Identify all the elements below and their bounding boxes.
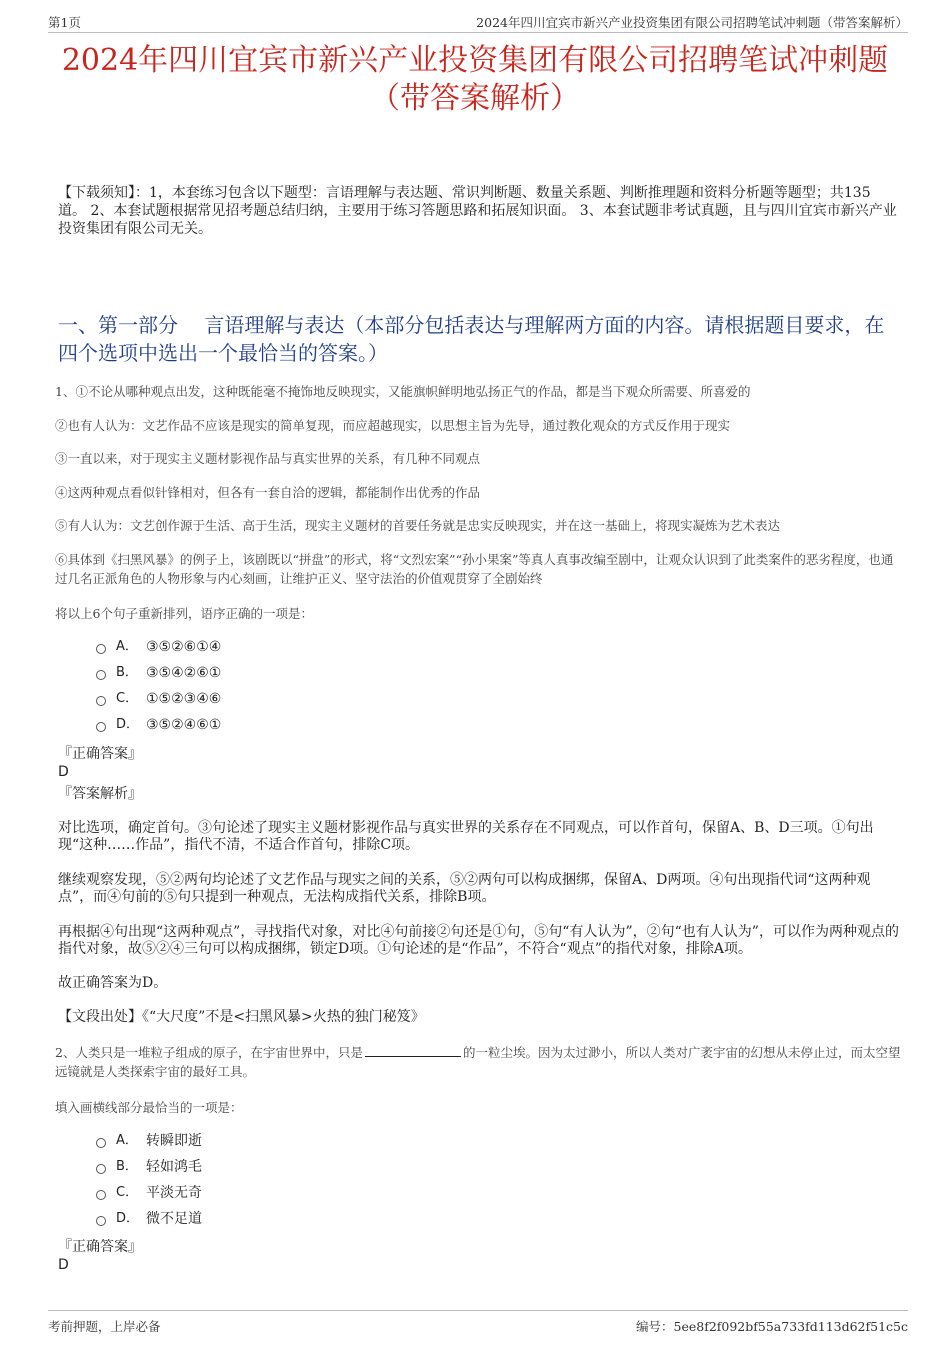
radio-icon[interactable]: [96, 1138, 106, 1148]
radio-icon[interactable]: [96, 722, 106, 732]
q1-option-d[interactable]: D． ③⑤②④⑥①: [96, 712, 221, 738]
answer-value: D: [58, 1257, 69, 1273]
answer-label: 『正确答案』: [58, 1239, 142, 1255]
radio-icon[interactable]: [96, 696, 106, 706]
q1-options: [96, 634, 221, 738]
page-header: [48, 10, 908, 33]
page-number: 第1页: [48, 15, 81, 30]
passage-source: 【文段出处】《“大尺度”不是<扫黑风暴>火热的独门秘笈》: [58, 1009, 425, 1025]
q1-option-b[interactable]: B． ③⑤④②⑥①: [96, 660, 221, 686]
answer-label: 『正确答案』: [58, 746, 142, 762]
q2-prompt: 填入画横线部分最恰当的一项是：: [55, 1100, 243, 1115]
q2-answer-block: [58, 1238, 900, 1274]
q2-option-b[interactable]: B． 轻如鸿毛: [96, 1154, 202, 1180]
q1-answer-block: [58, 745, 900, 803]
fill-blank: [365, 1044, 461, 1057]
analysis-paragraph-4: 故正确答案为D。: [58, 975, 168, 991]
footer-slogan: 考前押题，上岸必备: [48, 1319, 161, 1334]
title-line-1: 2024年四川宜宾市新兴产业投资集团有限公司招聘笔试冲刺题: [61, 43, 889, 78]
q1-prompt: 将以上6个句子重新排列，语序正确的一项是：: [55, 606, 313, 621]
section-heading: 一、第一部分 言语理解与表达（本部分包括表达与理解两方面的内容。请根据题目要求，在四个选项中选出一个最恰当的答案。）: [58, 313, 885, 365]
radio-icon[interactable]: [96, 670, 106, 680]
radio-icon[interactable]: [96, 1216, 106, 1226]
footer-doc-id: 编号：5ee8f2f092bf55a733fd113d62f51c5c: [636, 1319, 908, 1334]
page-footer: [48, 1310, 908, 1333]
analysis-paragraph-1: 对比选项，确定首句。③句论述了现实主义题材影视作品与真实世界的关系存在不同观点，可以作首句，保留A、B、D三项。①句出现“这种……作品”，指代不清，不适合作首句，排除C项。: [58, 820, 874, 853]
title-line-2: （带答案解析）: [370, 81, 580, 116]
q1-option-c[interactable]: C． ①⑤②③④⑥: [96, 686, 221, 712]
q2-stem: 2、人类只是一堆粒子组成的原子，在宇宙世界中，只是 的一粒尘埃。因为太过渺小，所以人类对广袤宇宙的幻想从未停止过，而太空望远镜就是人类探索宇宙的最好工具。: [55, 1045, 901, 1079]
radio-icon[interactable]: [96, 1164, 106, 1174]
radio-icon[interactable]: [96, 644, 106, 654]
analysis-label: 『答案解析』: [58, 786, 142, 802]
radio-icon[interactable]: [96, 1190, 106, 1200]
analysis-paragraph-2: 继续观察发现，⑤②两句均论述了文艺作品与现实之间的关系，⑤②两句可以构成捆绑，保留A、D两项。④句出现指代词“这两种观点”，而④句前的⑤句只提到一种观点，无法构成指代关系，排除B项。: [58, 872, 871, 905]
q1-option-a[interactable]: A． ③⑤②⑥①④: [96, 634, 221, 660]
q1-sentence-1: 1、①不论从哪种观点出发，这种既能毫不掩饰地反映现实，又能旗帜鲜明地弘扬正气的作品，都是当下观众所需要、所喜爱的: [55, 384, 751, 399]
header-doc-title: 2024年四川宜宾市新兴产业投资集团有限公司招聘笔试冲刺题（带答案解析）: [476, 15, 908, 30]
q1-sentence-4: ④这两种观点看似针锋相对，但各有一套自洽的逻辑，都能制作出优秀的作品: [55, 485, 481, 500]
q2-option-c[interactable]: C． 平淡无奇: [96, 1180, 202, 1206]
q1-sentence-5: ⑤有人认为：文艺创作源于生活、高于生活，现实主义题材的首要任务就是忠实反映现实，并在这一基础上，将现实凝炼为艺术表达: [55, 518, 781, 533]
q1-sentence-3: ③一直以来，对于现实主义题材影视作品与真实世界的关系，有几种不同观点: [55, 451, 481, 466]
q1-sentence-2: ②也有人认为：文艺作品不应该是现实的简单复现，而应超越现实，以思想主旨为先导，通过教化观众的方式反作用于现实: [55, 418, 731, 433]
page-title: [30, 42, 920, 118]
q2-option-d[interactable]: D． 微不足道: [96, 1206, 202, 1232]
q2-option-a[interactable]: A． 转瞬即逝: [96, 1128, 202, 1154]
answer-value: D: [58, 764, 69, 780]
q1-sentence-6: ⑥具体到《扫黑风暴》的例子上，该剧既以“拼盘”的形式，将“文烈宏案”“孙小果案”等真人真事改编至剧中，让观众认识到了此类案件的恶劣程度，也通过几名正派角色的人物形象与内心刻画，让维护正义、坚守法治的价值观贯穿了全剧始终: [55, 552, 894, 586]
analysis-paragraph-3: 再根据④句出现“这两种观点”，寻找指代对象，对比④句前接②句还是①句，⑤句“有人认为”，②句“也有人认为”，可以作为两种观点的指代对象，故⑤②④三句可以构成捆绑，锁定D项。①句论述的是“作品”，不符合“观点”的指代对象，排除A项。: [58, 924, 899, 957]
q2-options: [96, 1128, 202, 1232]
download-notice: 【下载须知】：1，本套练习包含以下题型：言语理解与表达题、常识判断题、数量关系题、判断推理题和资料分析题等题型；共135道。 2、本套试题根据常见招考题总结归纳，主要用于练习答题思路和拓展知识面。 3、本套试题非考试真题，且与四川宜宾市新兴产业投资集团有限公司无关。: [58, 185, 897, 237]
